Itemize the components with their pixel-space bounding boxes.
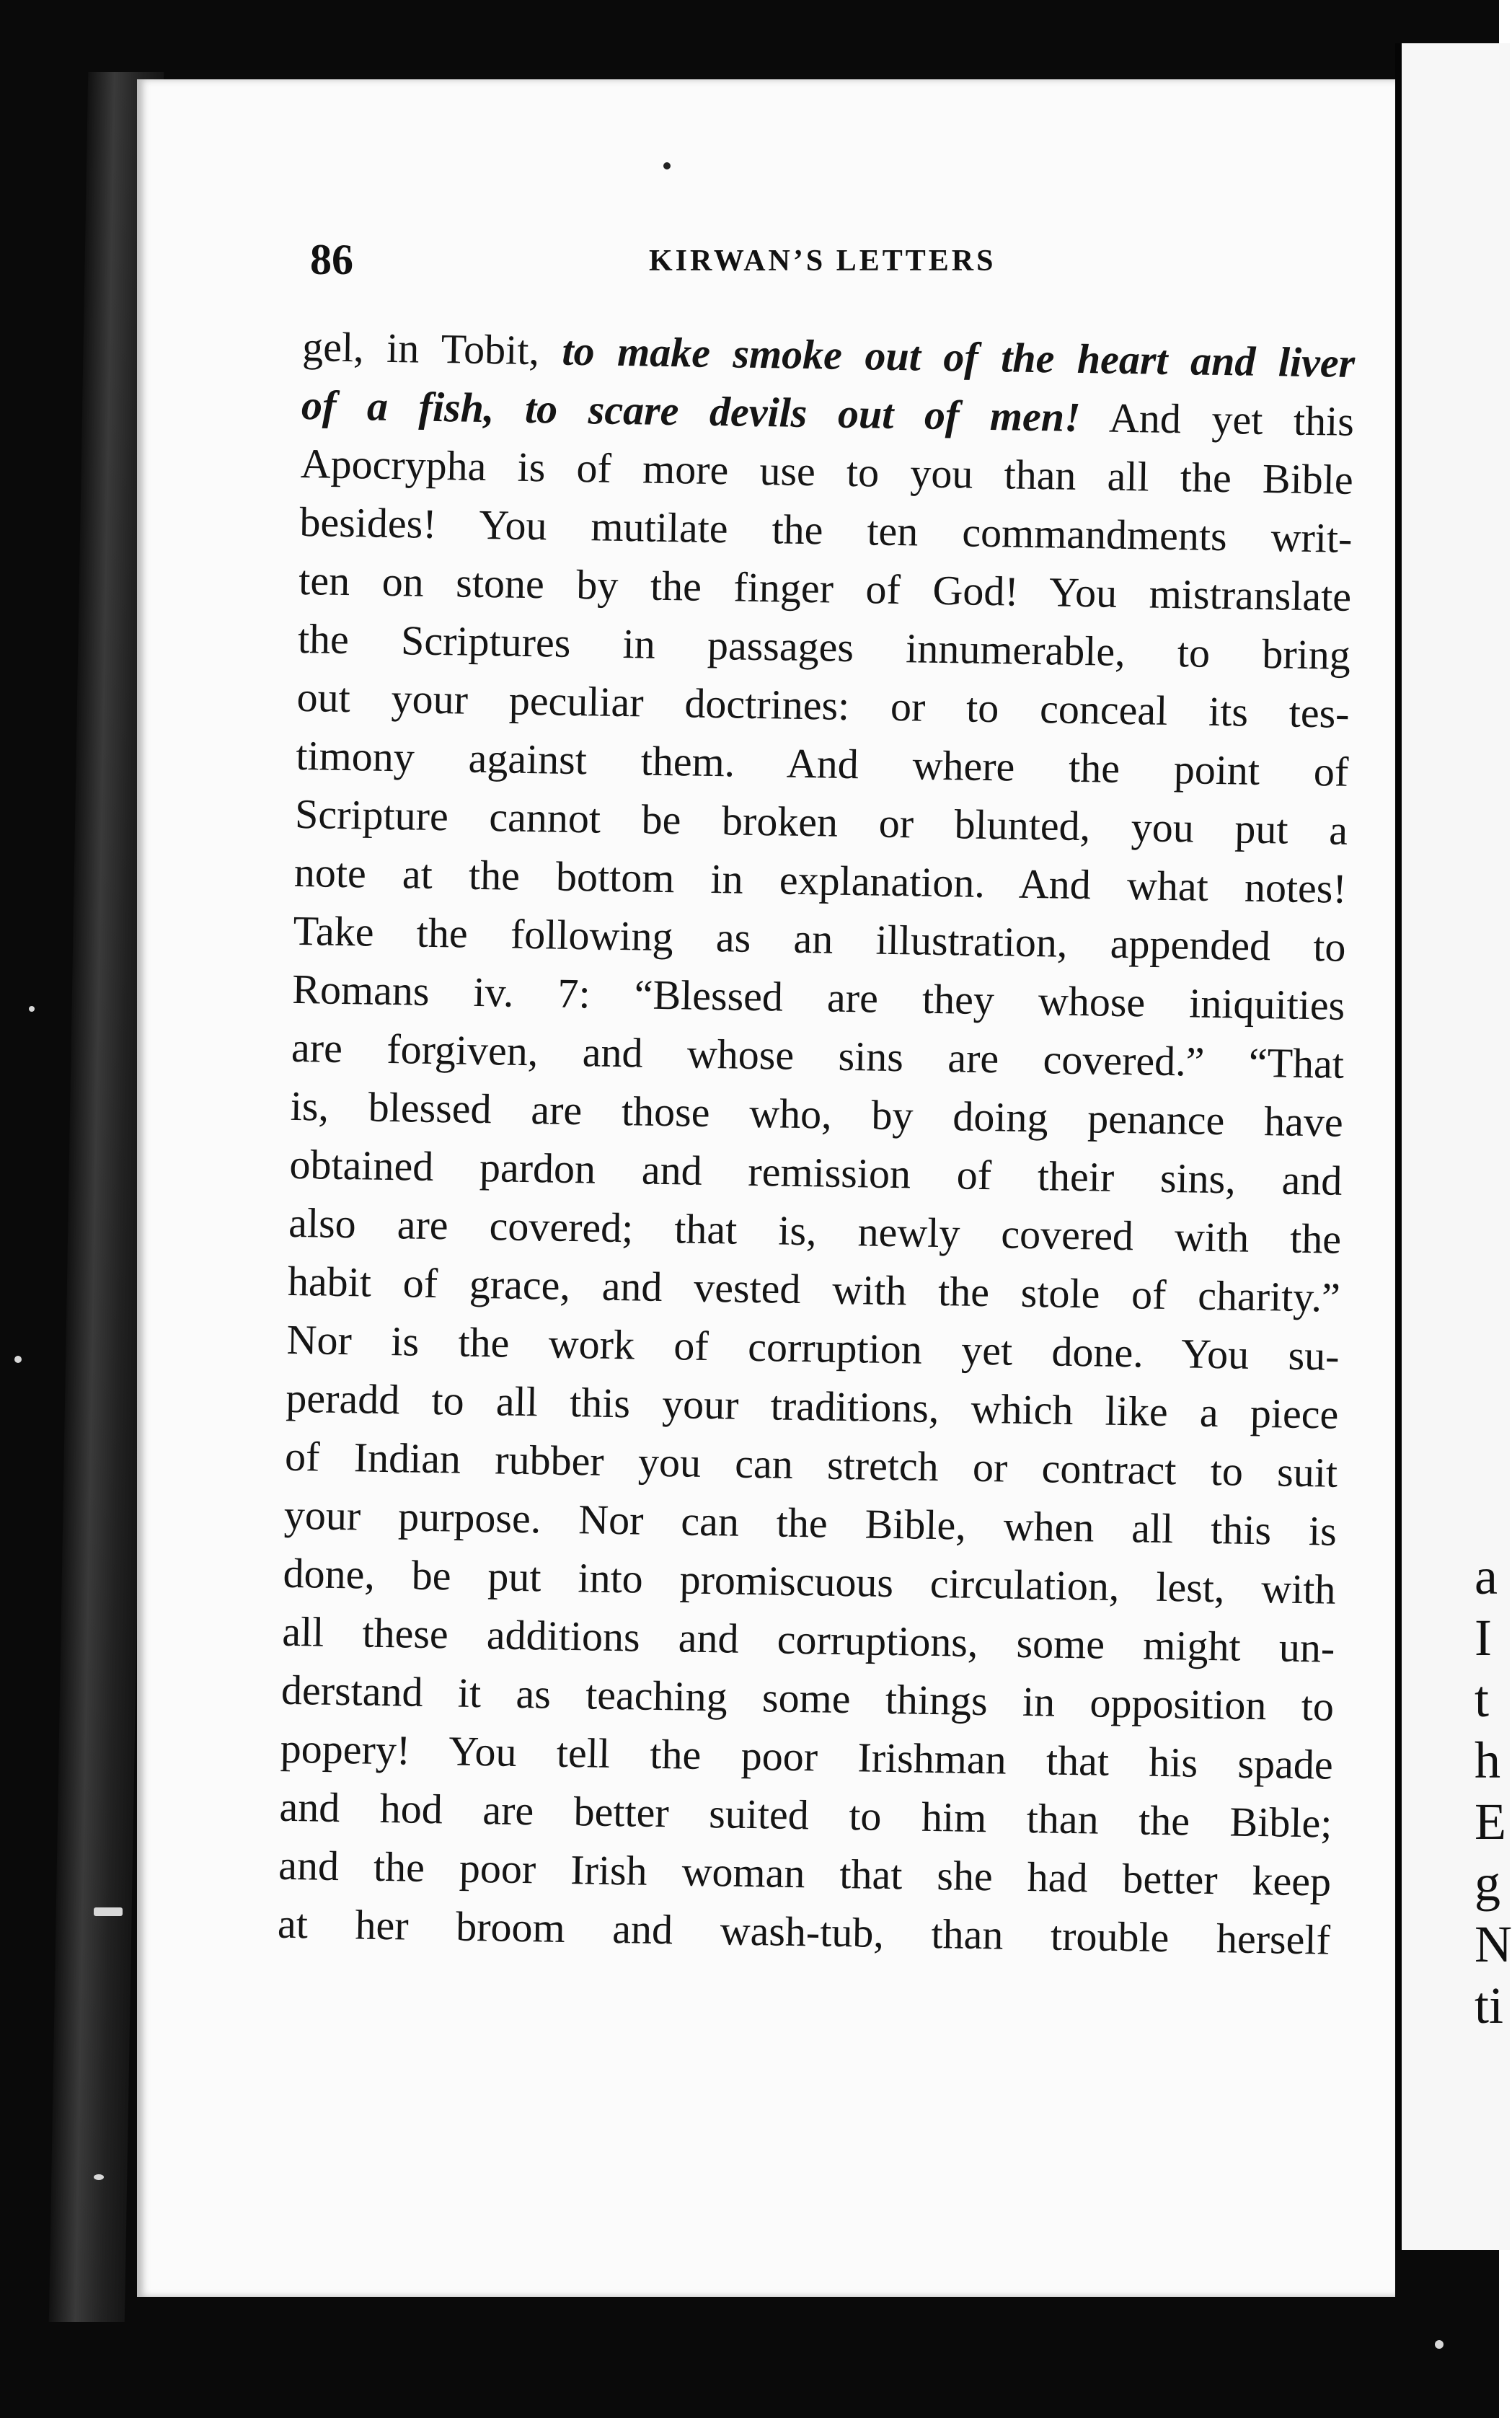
text-span: besides! You mutilate the ten commandments writ- bbox=[299, 498, 1353, 562]
text-span: gel, in Tobit, bbox=[301, 322, 563, 374]
italic-span: to make smoke out of the heart and liver bbox=[561, 327, 1356, 387]
facing-page-letter: ti bbox=[1475, 1977, 1504, 2034]
text-span: timony against them. And where the point of bbox=[295, 731, 1349, 795]
scan-speck bbox=[94, 2174, 104, 2180]
facing-page-letter: a bbox=[1475, 1548, 1498, 1605]
text-span: is, blessed are those who, by doing penance have bbox=[290, 1082, 1344, 1146]
facing-page-letter: h bbox=[1475, 1731, 1500, 1789]
text-span: obtained pardon and remission of their sins, and bbox=[289, 1140, 1343, 1204]
text-span: all these additions and corruptions, some might un- bbox=[281, 1607, 1335, 1672]
italic-span: of a fish, to scare devils out of men! bbox=[301, 381, 1082, 441]
text-span: derstand it as teaching some things in opposition to bbox=[280, 1666, 1335, 1730]
text-span: Scripture cannot be broken or blunted, you put a bbox=[294, 790, 1348, 854]
text-span: the Scriptures in passages innumerable, to bring bbox=[297, 614, 1351, 679]
text-span: out your peculiar doctrines: or to conceal its tes- bbox=[296, 673, 1350, 737]
facing-page-letter: I bbox=[1475, 1609, 1492, 1667]
scan-speck bbox=[1435, 2340, 1444, 2349]
facing-page-letter: N bbox=[1475, 1915, 1512, 1973]
text-span: habit of grace, and vested with the stole of charity.” bbox=[287, 1257, 1341, 1321]
body-text bbox=[277, 317, 1355, 1969]
facing-page-letter: E bbox=[1475, 1793, 1506, 1850]
text-span: peradd to all this your traditions, which like a piece bbox=[285, 1374, 1339, 1438]
text-span: note at the bottom in explanation. And what notes! bbox=[293, 848, 1348, 912]
facing-page-letter: g bbox=[1475, 1854, 1500, 1912]
scan-speck bbox=[94, 1907, 123, 1916]
text-span: popery! You tell the poor Irishman that his spade bbox=[280, 1724, 1334, 1788]
text-span: Romans iv. 7: “Blessed are they whose iniquities bbox=[291, 965, 1345, 1029]
scan-speck bbox=[14, 1356, 22, 1363]
text-span: your purpose. Nor can the Bible, when all this is bbox=[283, 1491, 1338, 1555]
text-span: done, be put into promiscuous circulation, lest, with bbox=[283, 1549, 1336, 1613]
text-span: and the poor Irish woman that she had better keep bbox=[278, 1841, 1332, 1905]
text-span: Nor is the work of corruption yet done. You su- bbox=[286, 1315, 1340, 1380]
text-span: at her broom and wash-tub, than trouble herself bbox=[277, 1899, 1331, 1964]
text-span: also are covered; that is, newly covered with the bbox=[288, 1199, 1342, 1263]
text-span: And yet this bbox=[1080, 393, 1355, 445]
page-number: 86 bbox=[310, 236, 353, 283]
text-span: of Indian rubber you can stretch or contract to suit bbox=[284, 1432, 1338, 1496]
running-title: KIRWAN’S LETTERS bbox=[649, 244, 996, 278]
facing-page-letter: t bbox=[1475, 1670, 1490, 1728]
scan-speck bbox=[663, 162, 671, 169]
scan-speck bbox=[29, 1006, 35, 1012]
running-head bbox=[310, 231, 1334, 296]
text-span: and hod are better suited to him than the Bible; bbox=[279, 1783, 1332, 1847]
text-span: Take the following as an illustration, appended to bbox=[293, 906, 1346, 971]
text-span: ten on stone by the finger of God! You mistranslate bbox=[298, 556, 1352, 620]
text-span: Apocrypha is of more use to you than all the Bible bbox=[300, 439, 1354, 503]
text-span: are forgiven, and whose sins are covered.” “That bbox=[291, 1023, 1345, 1087]
